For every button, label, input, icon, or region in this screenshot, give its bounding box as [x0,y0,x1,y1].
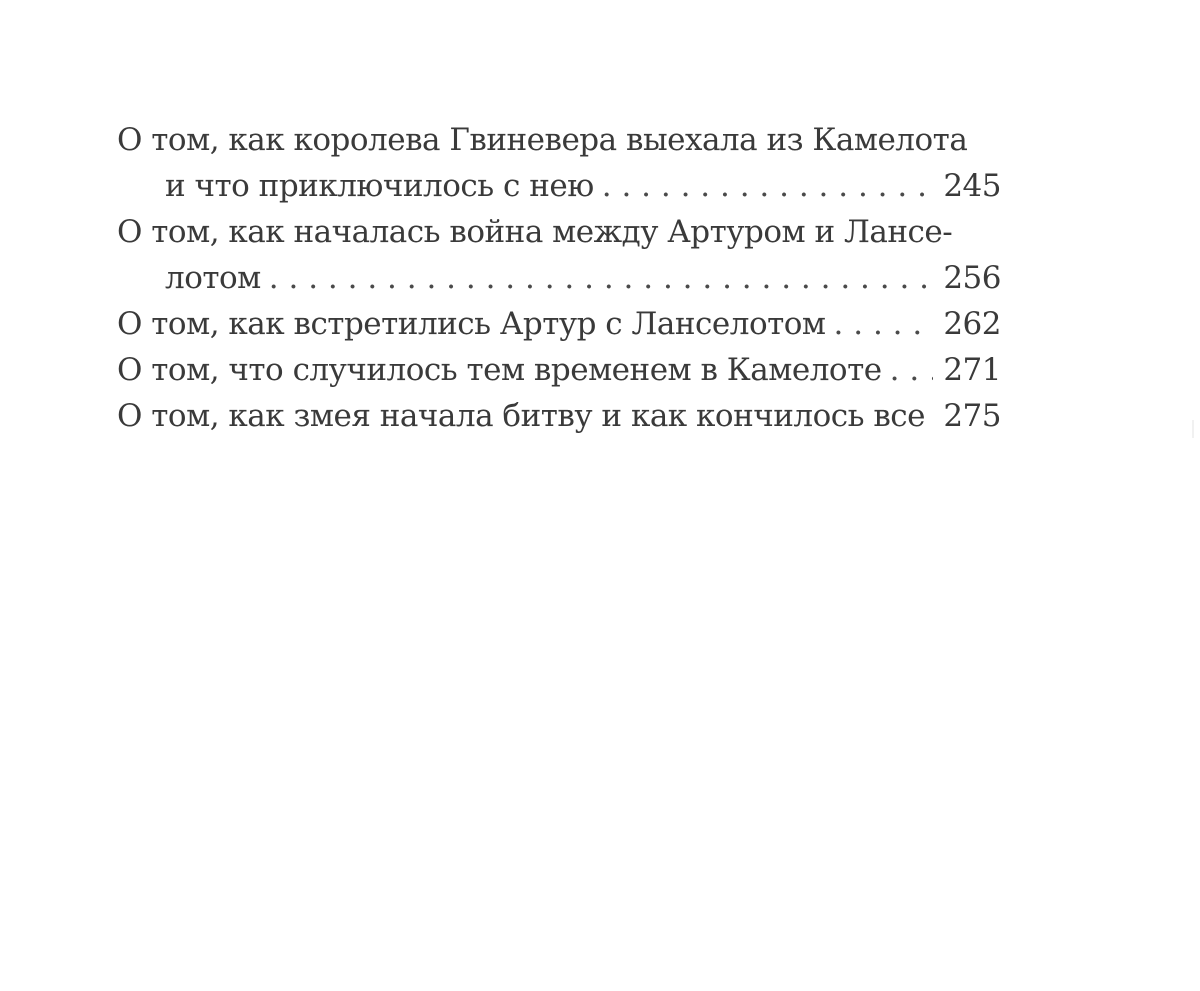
toc-entry-title: О том, что случилось тем временем в Камелоте [117,352,882,388]
toc-page-number: 275 [943,398,1001,434]
toc-entry[interactable] [117,122,1001,214]
toc-entry-title: О том, как змея начала битву и как кончилось все [117,398,926,434]
toc-entry-title-continued: лотом [165,260,261,296]
toc-entry-title: О том, как королева Гвиневера выехала из Камелота [117,122,968,158]
dot-leader [890,352,934,388]
dot-leader [834,306,934,342]
toc-entry-line [117,168,1001,214]
toc-entry[interactable] [117,398,1001,444]
toc-entry-title-continued: и что приключилось с нею [165,168,594,204]
toc-entry-line [117,306,1001,352]
toc-page-number: 262 [943,306,1001,342]
toc-entry-line [117,214,1001,260]
dot-leader [269,260,934,296]
toc-entry-line [117,122,1001,168]
toc-page-number: 256 [943,260,1001,296]
toc-entry-line [117,260,1001,306]
toc-entry-title: О том, как началась война между Артуром и Лансе- [117,214,953,250]
toc-page-number: 245 [943,168,1001,204]
table-of-contents [117,122,1001,444]
toc-entry[interactable] [117,214,1001,306]
toc-entry[interactable] [117,306,1001,352]
toc-page-number: 271 [943,352,1001,388]
toc-entry-line [117,398,1001,444]
toc-entry[interactable] [117,352,1001,398]
toc-entry-line [117,352,1001,398]
toc-entry-title: О том, как встретились Артур с Ланселотом [117,306,826,342]
dot-leader [602,168,934,204]
page-edge-mark [1192,420,1194,438]
